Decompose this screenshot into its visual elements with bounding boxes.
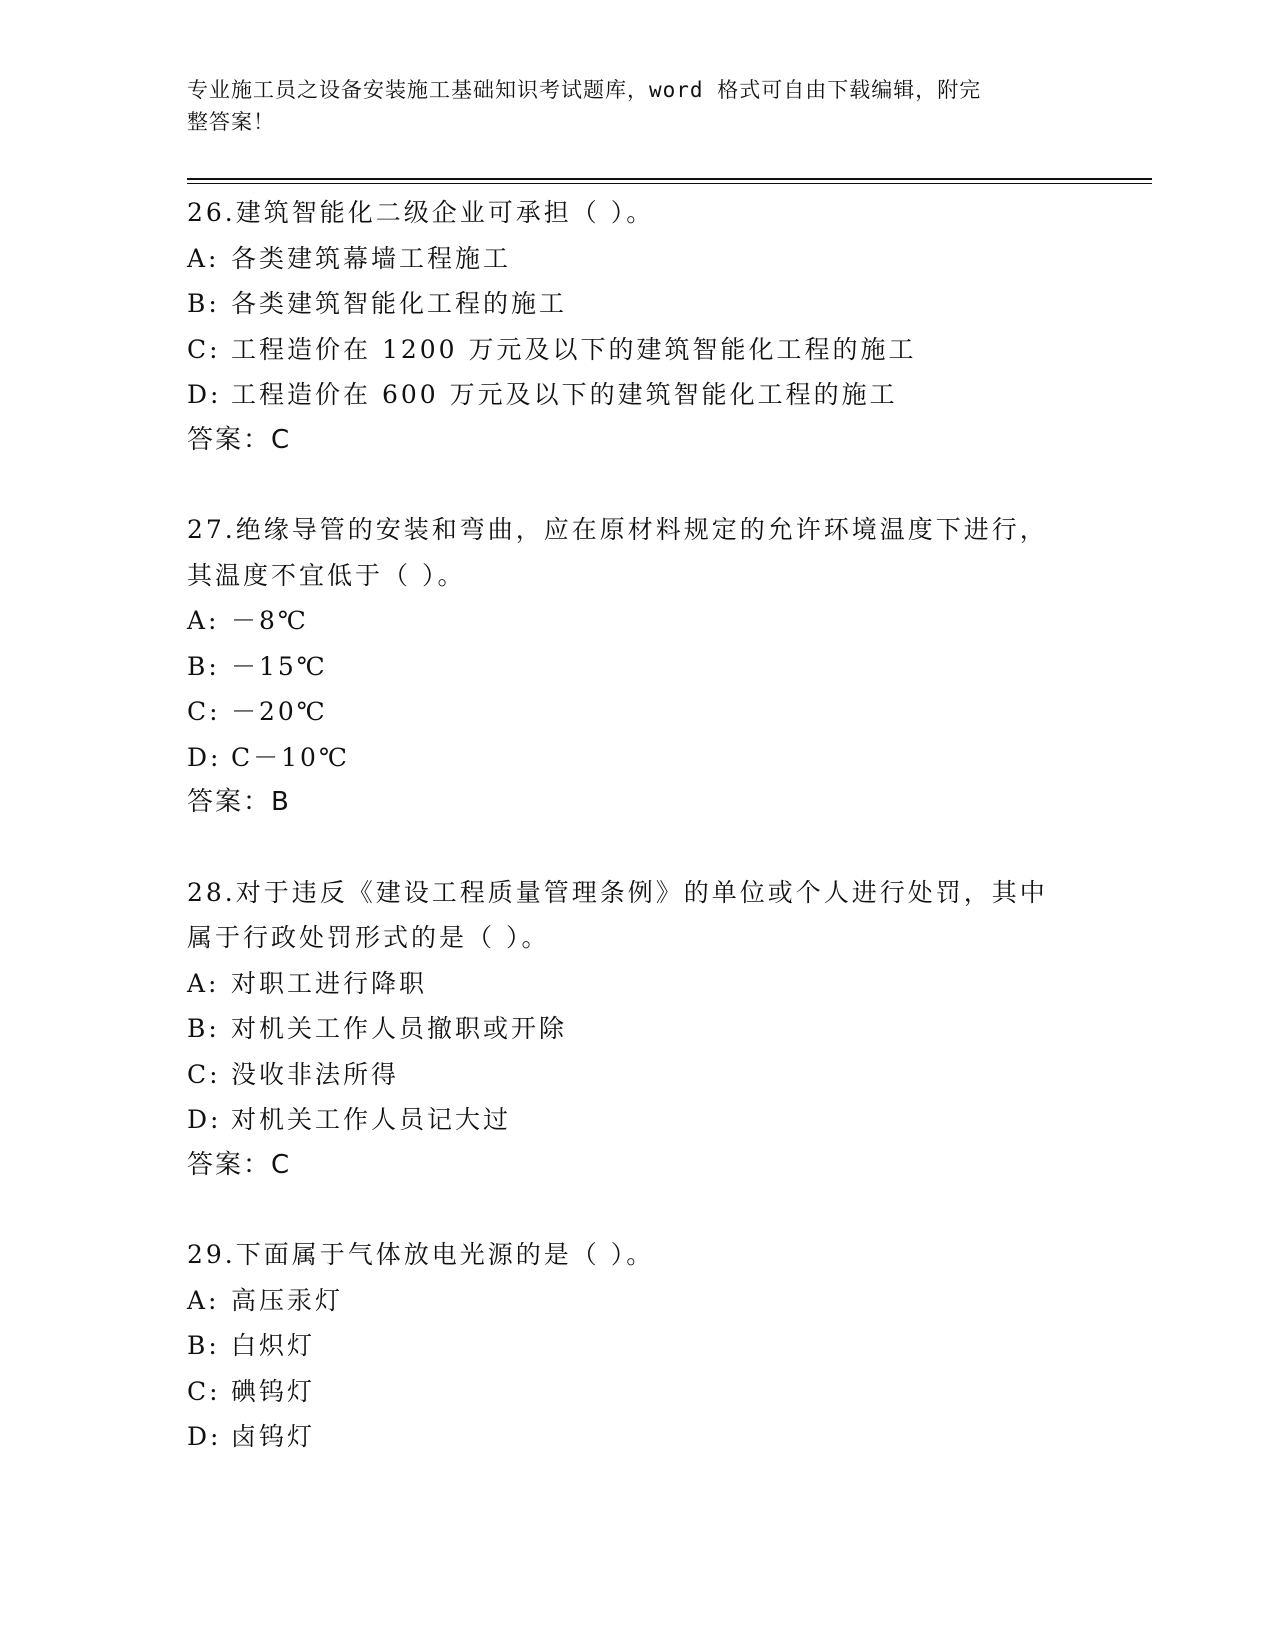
answer-line: 答案：C — [187, 1149, 292, 1180]
option-letter: C: — [187, 697, 221, 726]
option-letter: B: — [187, 1331, 220, 1360]
option-b — [187, 644, 1147, 690]
option-text: 碘钨灯 — [231, 1376, 316, 1406]
option-letter: A: — [187, 1285, 220, 1315]
option-a — [187, 1278, 1147, 1324]
option-text: －8℃ — [231, 606, 309, 635]
option-text: 各类建筑幕墙工程施工 — [231, 243, 512, 273]
option-letter: C: — [187, 1059, 221, 1089]
header-line-1: 专业施工员之设备安装施工基础知识考试题库，word 格式可自由下载编辑，附完 — [187, 78, 982, 102]
option-b — [187, 281, 1147, 327]
option-letter: C: — [187, 1376, 221, 1406]
option-c — [187, 327, 1147, 373]
question-stem-continued: 属于行政处罚形式的是（ ）。 — [187, 923, 550, 952]
option-text: 各类建筑智能化工程的施工 — [231, 289, 568, 318]
option-b — [187, 1323, 1147, 1369]
option-letter: A: — [187, 968, 220, 998]
option-d — [187, 735, 1147, 781]
option-text: 卤钨灯 — [231, 1422, 316, 1451]
question-stem: 26.建筑智能化二级企业可承担（ ）。 — [187, 198, 655, 227]
option-text: 白炽灯 — [231, 1331, 316, 1360]
option-text: 对机关工作人员记大过 — [231, 1105, 512, 1134]
question-27 — [187, 507, 1147, 826]
header-line-2: 整答案！ — [187, 110, 275, 134]
header-rule-thick — [187, 178, 1152, 180]
header-rule-thin — [187, 183, 1152, 184]
question-26 — [187, 190, 1147, 463]
option-letter: D: — [187, 1422, 222, 1451]
answer-line: 答案：C — [187, 424, 292, 455]
option-text: 工程造价在 1200 万元及以下的建筑智能化工程的施工 — [231, 334, 917, 364]
option-letter: D: — [187, 380, 222, 409]
option-letter: C: — [187, 334, 221, 364]
question-stem: 27.绝缘导管的安装和弯曲，应在原材料规定的允许环境温度下进行， — [187, 515, 1048, 544]
option-text: 高压汞灯 — [231, 1285, 344, 1315]
option-text: 没收非法所得 — [231, 1059, 400, 1089]
answer-line: 答案：B — [187, 787, 291, 817]
option-text: C－10℃ — [231, 742, 350, 772]
question-stem-continued: 其温度不宜低于（ ）。 — [187, 560, 466, 590]
option-letter: D: — [187, 1105, 222, 1134]
option-letter: B: — [187, 1014, 220, 1043]
option-letter: B: — [187, 289, 220, 318]
document-header — [187, 74, 1067, 138]
option-letter: A: — [187, 243, 220, 273]
option-c — [187, 1369, 1147, 1415]
option-text: －20℃ — [231, 697, 328, 726]
option-letter: A: — [187, 606, 220, 635]
question-stem: 28.对于违反《建设工程质量管理条例》的单位或个人进行处罚，其中 — [187, 877, 1048, 907]
option-c — [187, 689, 1147, 735]
question-list — [187, 190, 1147, 1504]
option-b — [187, 1006, 1147, 1052]
option-text: 对机关工作人员撤职或开除 — [231, 1014, 568, 1043]
option-text: －15℃ — [231, 651, 328, 681]
option-text: 对职工进行降职 — [231, 968, 428, 998]
option-d — [187, 372, 1147, 418]
option-letter: D: — [187, 742, 222, 772]
question-28 — [187, 870, 1147, 1189]
option-letter: B: — [187, 651, 220, 681]
option-d — [187, 1097, 1147, 1143]
question-29 — [187, 1232, 1147, 1460]
option-a — [187, 961, 1147, 1007]
option-c — [187, 1052, 1147, 1098]
question-stem: 29.下面属于气体放电光源的是（ ）。 — [187, 1240, 655, 1269]
option-a — [187, 598, 1147, 644]
option-text: 工程造价在 600 万元及以下的建筑智能化工程的施工 — [231, 380, 898, 409]
option-a — [187, 236, 1147, 282]
option-d — [187, 1414, 1147, 1460]
